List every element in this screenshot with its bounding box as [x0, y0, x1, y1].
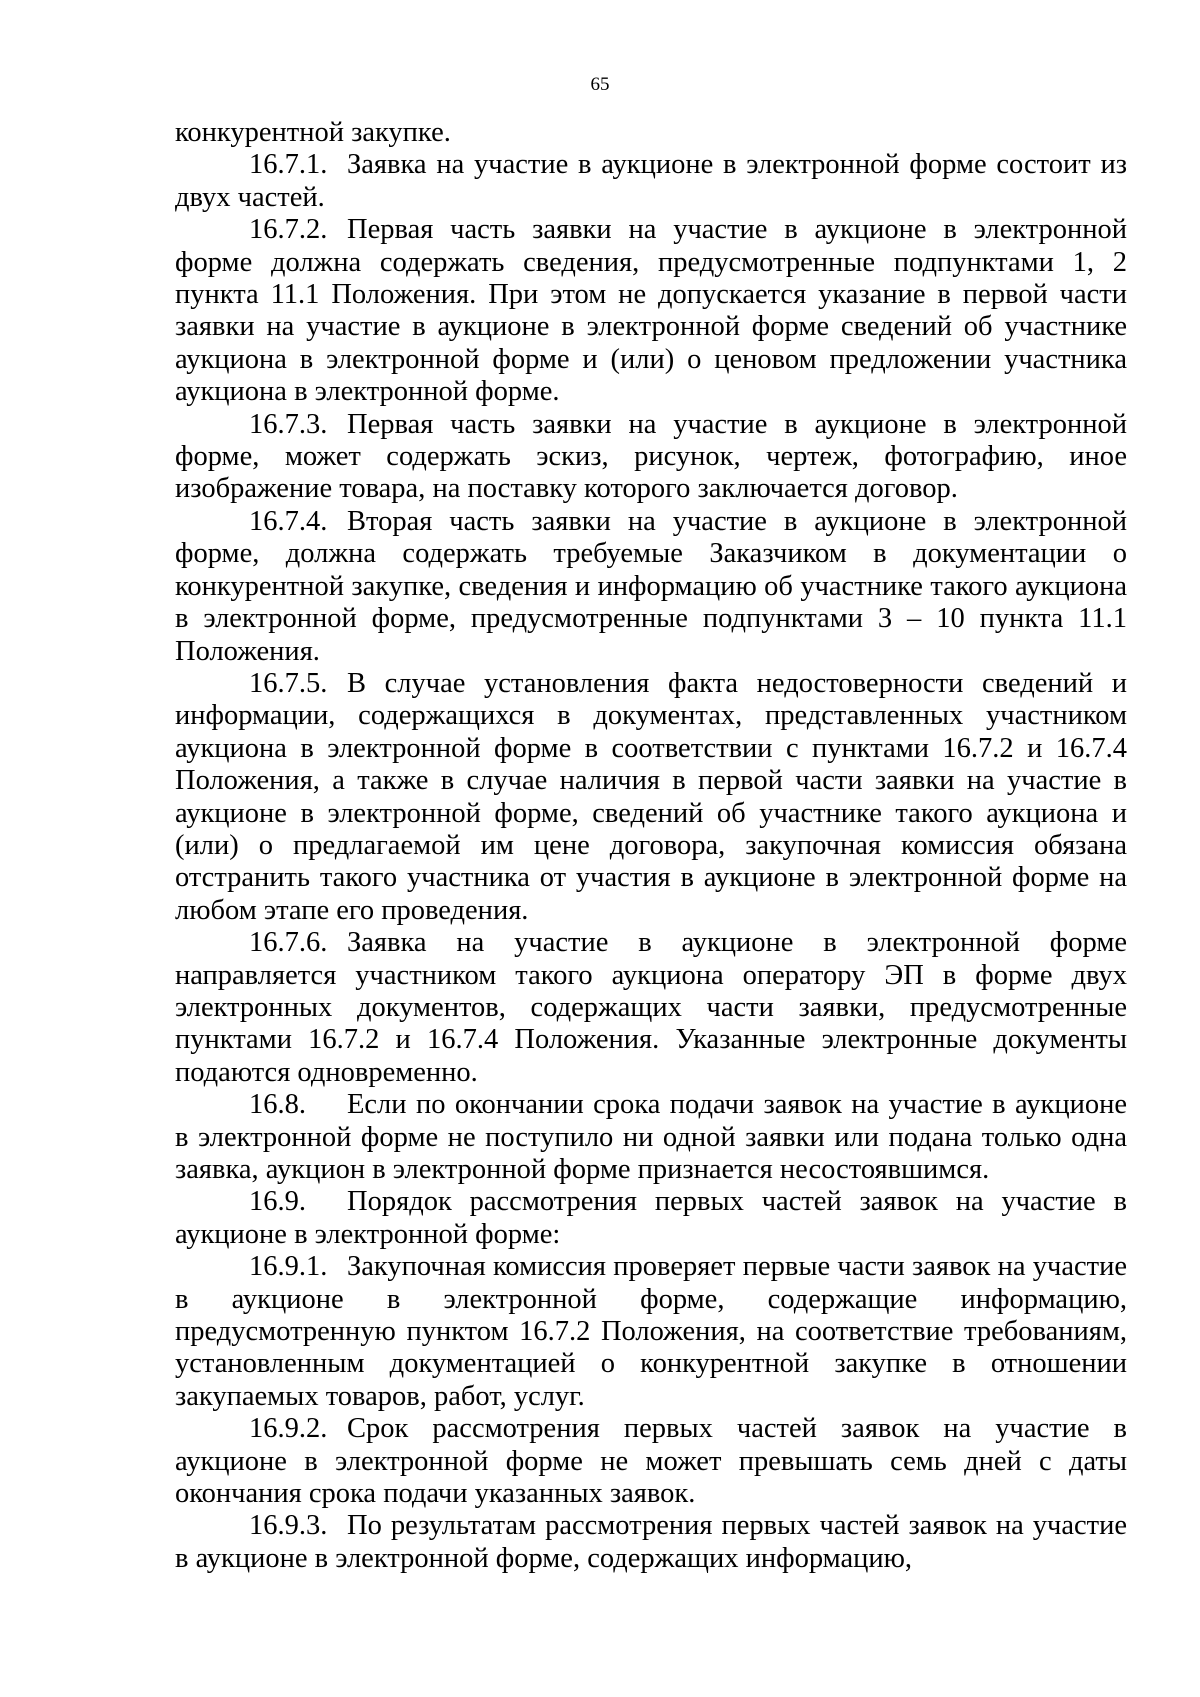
clause-text: В случае установления факта недостоверности сведений и информации, содержащихся в документах, представленных участником аукциона в электронной форме в соответствии с пунктами 16.7.2 и 16.7.4 Положения, а также в случае наличия в первой части заявки на участие в аукционе в электронной форме, сведений об участнике такого аукциона и (или) о предлагаемой им цене договора, закупочная комиссия обязана отстранить такого участника от участия в аукционе в электронной форме на любом этапе его проведения.: [175, 667, 1127, 926]
document-body: [175, 117, 1127, 1575]
clause-16-7-2: [175, 214, 1127, 408]
clause-number: 16.7.1.: [249, 149, 328, 181]
clause-text: Если по окончании срока подачи заявок на участие в аукционе в электронной форме не поступило ни одной заявки или подана только одна заявка, аукцион в электронной форме признается несостоявшимся.: [175, 1089, 1127, 1185]
clause-16-9-1: [175, 1251, 1127, 1413]
clause-number: 16.8.: [249, 1089, 306, 1121]
clause-text: Закупочная комиссия проверяет первые части заявок на участие в аукционе в электронной форме, содержащие информацию, предусмотренную пунктом 16.7.2 Положения, на соответствие требованиям, установленным документацией о конкурентной закупке в отношении закупаемых товаров, работ, услуг.: [175, 1251, 1127, 1412]
clause-16-9-2: [175, 1413, 1127, 1510]
clause-number: 16.9.: [249, 1186, 306, 1218]
clause-text: Заявка на участие в аукционе в электронной форме направляется участником такого аукциона оператору ЭП в форме двух электронных документов, содержащих части заявки, предусмотренные пунктами 16.7.2 и 16.7.4 Положения. Указанные электронные документы подаются одновременно.: [175, 927, 1127, 1088]
continuation-paragraph: конкурентной закупке.: [175, 117, 451, 148]
clause-number: 16.9.2.: [249, 1413, 328, 1445]
clause-number: 16.7.2.: [249, 214, 328, 246]
clause-16-9-3: [175, 1510, 1127, 1575]
clause-text: Вторая часть заявки на участие в аукционе в электронной форме, должна содержать требуемые Заказчиком в документации о конкурентной закупке, сведения и информацию об участнике такого аукциона в электронной форме, предусмотренные подпунктами 3 – 10 пункта 11.1 Положения.: [175, 505, 1127, 667]
clause-number: 16.9.1.: [249, 1251, 328, 1283]
clause-number: 16.7.6.: [249, 927, 328, 959]
clause-number: 16.9.3.: [249, 1510, 328, 1542]
clause-text: Порядок рассмотрения первых частей заявок на участие в аукционе в электронной форме:: [175, 1186, 1127, 1250]
clause-text: Первая часть заявки на участие в аукционе в электронной форме должна содержать сведения, предусмотренные подпунктами 1, 2 пункта 11.1 Положения. При этом не допускается указание в первой части заявки на участие в аукционе в электронной форме сведений об участнике аукциона в электронной форме и (или) о ценовом предложении участника аукциона в электронной форме.: [175, 214, 1127, 408]
clause-16-7-4: [175, 506, 1127, 668]
clause-16-7-6: [175, 927, 1127, 1089]
clause-number: 16.7.4.: [249, 505, 328, 537]
page-number: 65: [590, 74, 610, 95]
clause-16-7-1: [175, 149, 1127, 214]
clause-text: Заявка на участие в аукционе в электронной форме состоит из двух частей.: [175, 149, 1127, 213]
clause-16-7-3: [175, 409, 1127, 506]
clause-16-7-5: [175, 668, 1127, 927]
clause-number: 16.7.3.: [249, 408, 328, 440]
clause-16-9: [175, 1186, 1127, 1251]
clause-text: Срок рассмотрения первых частей заявок на участие в аукционе в электронной форме не может превышать семь дней с даты окончания срока подачи указанных заявок.: [175, 1413, 1127, 1510]
clause-16-8: [175, 1089, 1127, 1186]
clause-text: Первая часть заявки на участие в аукционе в электронной форме, может содержать эскиз, рисунок, чертеж, фотографию, иное изображение товара, на поставку которого заключается договор.: [175, 408, 1127, 505]
clause-number: 16.7.5.: [249, 667, 328, 699]
clause-text: По результатам рассмотрения первых частей заявок на участие в аукционе в электронной форме, содержащих информацию,: [175, 1510, 1127, 1574]
